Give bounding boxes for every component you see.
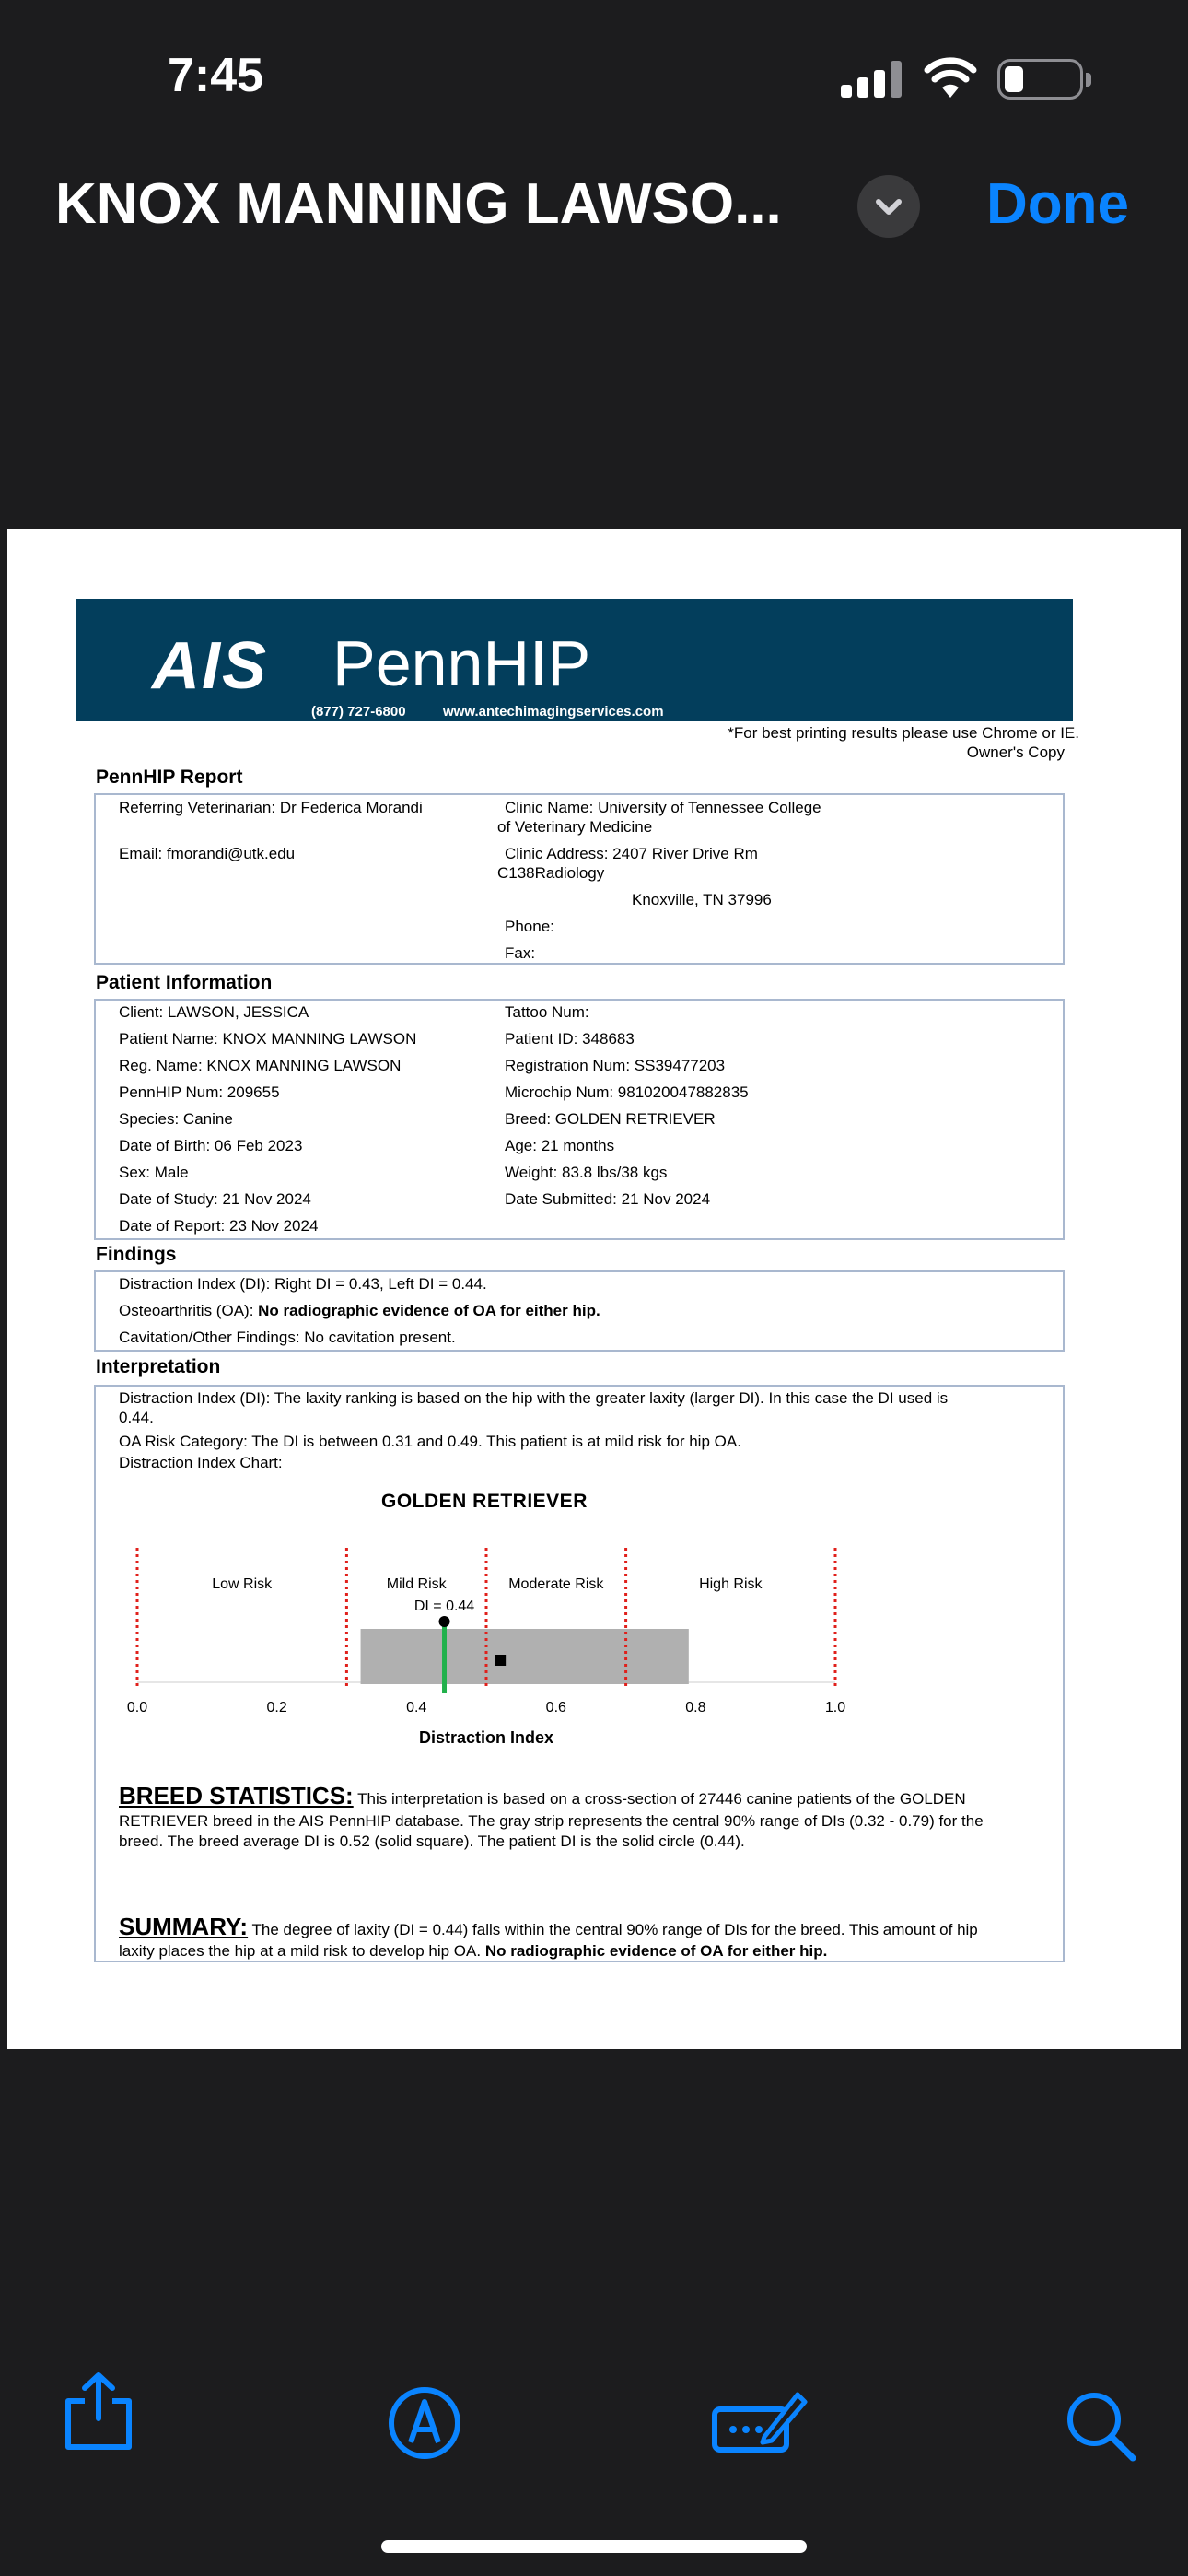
clinic-name-2: of Veterinary Medicine [497,818,653,836]
patient-field: Microchip Num: 981020047882835 [505,1083,749,1101]
patient-di-marker [439,1616,450,1627]
patient-field: Date of Study: 21 Nov 2024 [119,1190,311,1208]
done-button[interactable]: Done [986,172,1129,236]
document-page [7,529,1181,2049]
patient-field: Age: 21 months [505,1137,615,1154]
patient-field: Client: LAWSON, JESSICA [119,1003,309,1021]
findings-cavitation: Cavitation/Other Findings: No cavitation present. [119,1329,456,1346]
chart-title: GOLDEN RETRIEVER [381,1491,588,1512]
cellular-signal-icon [841,61,902,98]
vet-email: Email: fmorandi@utk.edu [119,845,296,862]
clinic-address-2: C138Radiology [497,864,605,882]
print-note: *For best printing results please use Chrome or IE. [728,724,1079,742]
summary-heading: SUMMARY: [119,1913,249,1940]
clinic-address: Clinic Address: 2407 River Drive Rm [505,845,758,862]
x-tick-label: 1.0 [824,1700,846,1715]
x-tick-label: 0.2 [266,1700,287,1715]
patient-field: Registration Num: SS39477203 [505,1057,726,1074]
summary-line: The degree of laxity (DI = 0.44) falls within the central 90% range of DIs for the breed. This amount of hip [251,1921,978,1938]
ais-logo: AIS [152,629,269,703]
patient-field: Reg. Name: KNOX MANNING LAWSON [119,1057,402,1074]
patient-field: Date of Report: 23 Nov 2024 [119,1217,319,1235]
markup-icon[interactable] [383,2382,466,2465]
oa-value: No radiographic evidence of OA for either hip. [258,1302,600,1319]
summary-line2 [119,1942,827,1961]
risk-zone-label: High Risk [699,1576,763,1592]
breed-range-strip [361,1629,689,1684]
title-menu-button[interactable] [857,175,920,238]
patient-field: Tattoo Num: [505,1003,589,1021]
breed-statistics-heading: BREED STATISTICS: [119,1782,354,1809]
wifi-icon [924,57,977,100]
x-tick-label: 0.6 [545,1700,566,1715]
patient-field: PennHIP Num: 209655 [119,1083,280,1101]
oa-label: Osteoarthritis (OA): [119,1302,259,1319]
breed-average-marker [495,1655,506,1666]
share-icon[interactable] [57,2368,140,2451]
patient-di-label: DI = 0.44 [413,1598,475,1614]
battery-icon [997,59,1083,100]
summary [119,1913,978,1941]
summary-bold: No radiographic evidence of OA for either hip. [484,1942,828,1960]
patient-field: Sex: Male [119,1164,189,1181]
referring-vet: Referring Veterinarian: Dr Federica Morandi [119,799,423,816]
patient-field: Date Submitted: 21 Nov 2024 [505,1190,711,1208]
interp-line: Distraction Index Chart: [119,1454,283,1471]
x-tick-label: 0.4 [406,1700,427,1715]
patient-field: Weight: 83.8 lbs/38 kgs [505,1164,668,1181]
signature-icon[interactable] [709,2382,810,2465]
x-tick-label: 0.8 [685,1700,706,1715]
copy-label: Owner's Copy [966,744,1065,761]
interp-line: Distraction Index (DI): The laxity ranking is based on the hip with the greater laxity (larger DI). In this case the DI used is [119,1389,949,1407]
chevron-down-icon [857,175,920,238]
risk-zone-label: Low Risk [212,1576,273,1592]
clinic-phone: Phone: [505,918,554,935]
clinic-city: Knoxville, TN 37996 [632,891,772,908]
risk-zone-label: Mild Risk [386,1576,447,1592]
x-axis-label: Distraction Index [418,1728,554,1747]
breed-stat-line: This interpretation is based on a cross-section of 27446 canine patients of the GOLDEN [357,1790,966,1808]
breed-statistics [119,1782,966,1810]
breed-stat-line: breed. The breed average DI is 0.52 (solid square). The patient DI is the solid circle (0.44). [119,1832,745,1850]
findings-title: Findings [96,1244,177,1265]
patient-field: Patient ID: 348683 [505,1030,635,1048]
document-title[interactable]: KNOX MANNING LAWSO... [55,172,782,236]
patient-info-title: Patient Information [96,972,273,993]
summary-line: laxity places the hip at a mild risk to develop hip OA. [119,1942,485,1960]
clinic-fax: Fax: [505,944,536,962]
findings-di: Distraction Index (DI): Right DI = 0.43, Left DI = 0.44. [119,1275,487,1293]
breed-stat-line: RETRIEVER breed in the AIS PennHIP database. The gray strip represents the central 90% range of DIs (0.32 - 0.79) for the [119,1812,984,1830]
pennhip-logo: PennHIP [332,627,591,699]
patient-field: Breed: GOLDEN RETRIEVER [505,1110,716,1128]
status-time: 7:45 [168,49,264,102]
search-icon[interactable] [1059,2384,1142,2467]
patient-field: Date of Birth: 06 Feb 2023 [119,1137,303,1154]
patient-field: Patient Name: KNOX MANNING LAWSON [119,1030,417,1048]
banner-phone: (877) 727-6800 [311,704,406,720]
report-title: PennHIP Report [96,767,243,788]
home-indicator[interactable] [381,2540,807,2553]
interpretation-title: Interpretation [96,1356,221,1377]
x-tick-label: 0.0 [126,1700,148,1715]
distraction-index-chart [7,529,1181,1747]
banner-website: www.antechimagingservices.com [443,704,664,720]
patient-field: Species: Canine [119,1110,233,1128]
clinic-name: Clinic Name: University of Tennessee College [505,799,821,816]
interp-line: OA Risk Category: The DI is between 0.31 and 0.49. This patient is at mild risk for hip OA. [119,1433,741,1450]
interp-line: 0.44. [119,1409,154,1426]
risk-zone-label: Moderate Risk [508,1576,604,1592]
